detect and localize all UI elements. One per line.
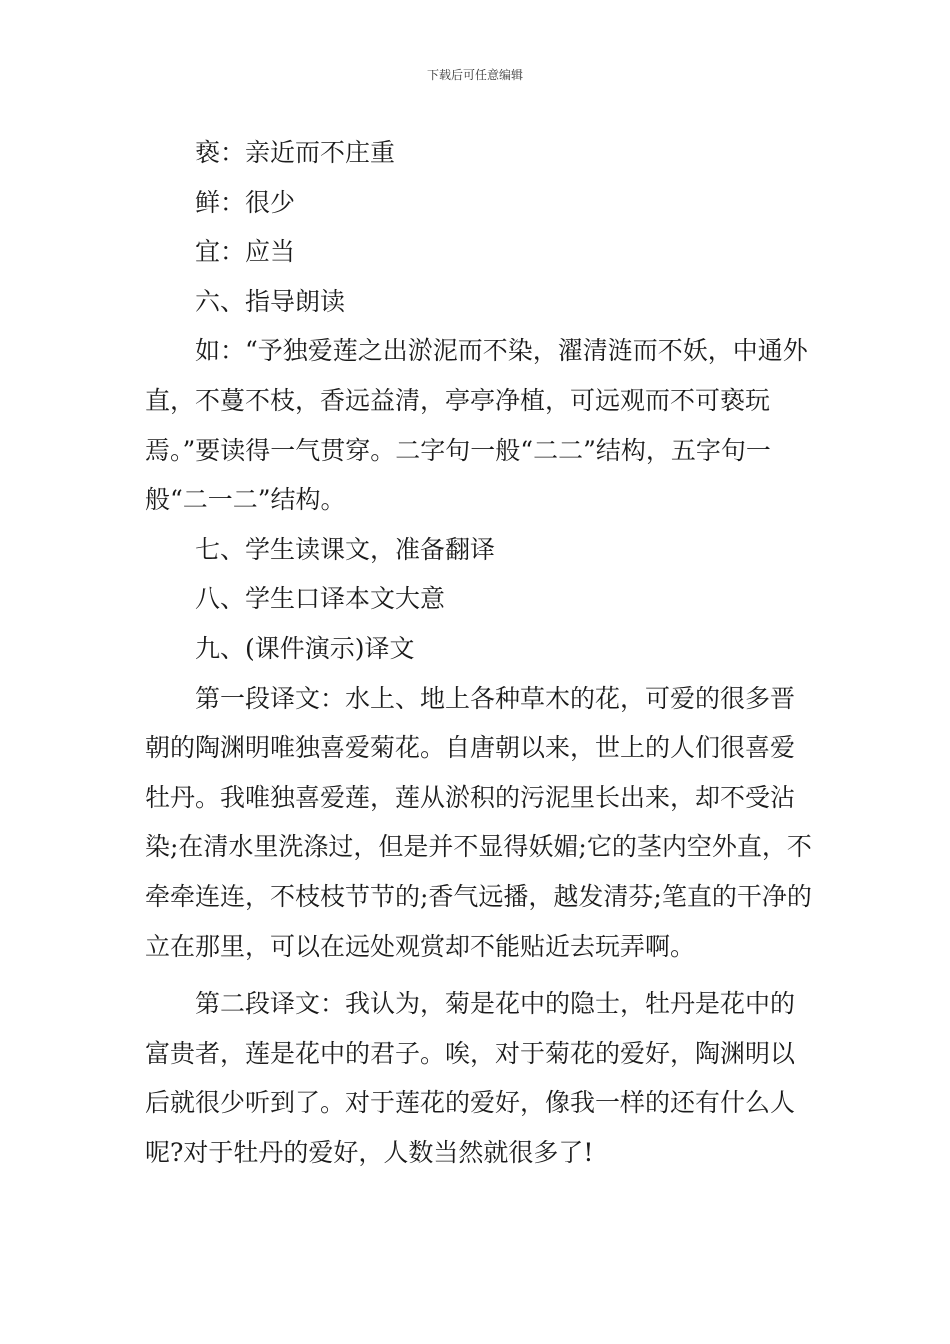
section-heading-translation: 九、(课件演示)译文 xyxy=(195,633,415,663)
page-header: 下载后可任意编辑 xyxy=(426,68,523,82)
paragraph-translation-first: 第一段译文：水上、地上各种草木的花，可爱的很多晋朝的陶渊明唯独喜爱菊花。自唐朝以来，世上的人们很喜爱牡丹。我唯独喜爱莲，莲从淤积的污泥里长出来，却不受沾染;在清水里洗涤过，但是并不显得妖媚;它的茎内空外直，不牵牵连连，不枝枝节节的;香气远播，越发清芬;笔直的干净的立在那里，可以在远处观赏却不能贴近去玩弄啊。 xyxy=(145,683,812,961)
paragraph-definition-yi: 宜：应当 xyxy=(195,237,296,267)
document-body xyxy=(145,128,817,1177)
section-heading-student-reading: 七、学生读课文，准备翻译 xyxy=(195,534,496,564)
paragraph-definition-xie: 亵：亲近而不庄重 xyxy=(195,138,396,167)
section-heading-oral-translation: 八、学生口译本文大意 xyxy=(195,584,446,614)
paragraph-reading-example: 如：“予独爱莲之出淤泥而不染，濯清涟而不妖，中通外直，不蔓不枝，香远益清，亭亭净植，可远观而不可亵玩焉。”要读得一气贯穿。二字句一般“二二”结构，五字句一般“二一二”结构。 xyxy=(145,336,808,515)
paragraph-definition-xian: 鲜：很少 xyxy=(195,187,296,217)
section-heading-reading-guide: 六、指导朗读 xyxy=(195,286,346,316)
paragraph-translation-second: 第二段译文：我认为，菊是花中的隐士，牡丹是花中的富贵者，莲是花中的君子。唉，对于菊花的爱好，陶渊明以后就很少听到了。对于莲花的爱好，像我一样的还有什么人呢?对于牡丹的爱好，人数当然就很多了! xyxy=(145,989,796,1167)
